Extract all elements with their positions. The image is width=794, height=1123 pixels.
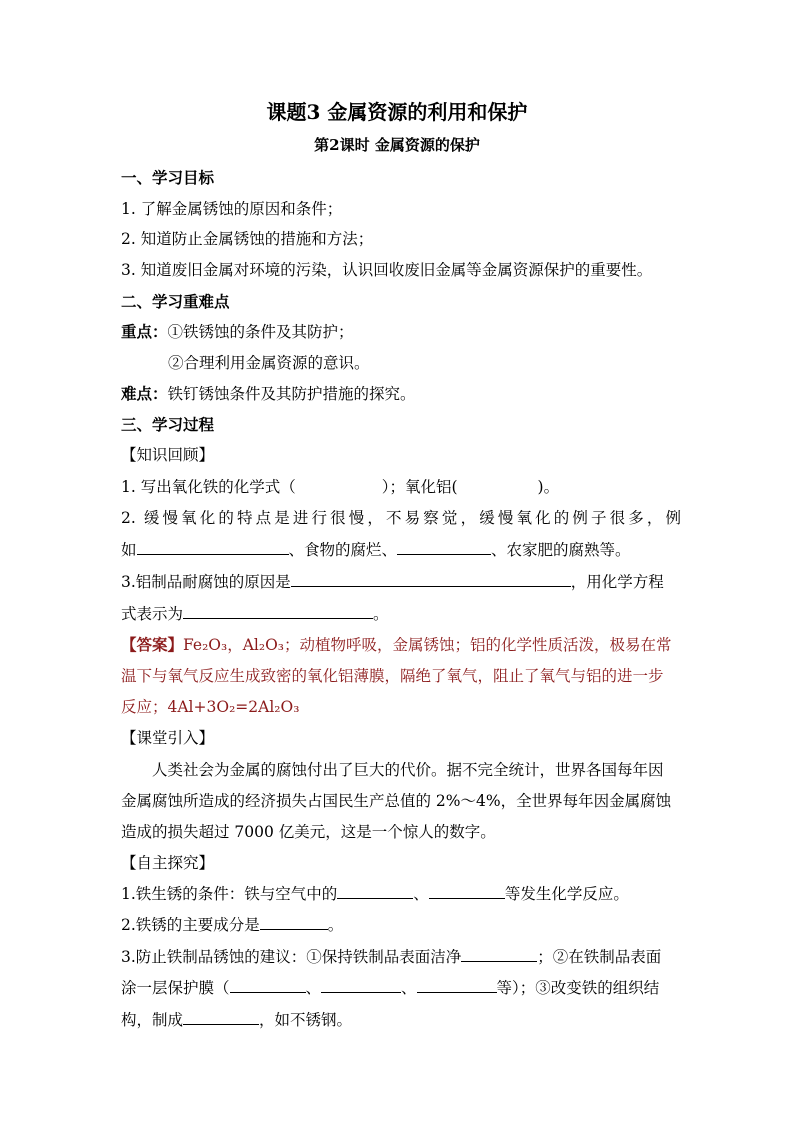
e3-blank-5: [183, 1009, 259, 1026]
answer-label: 【答案】: [121, 635, 184, 654]
q2-blank-2: [397, 539, 491, 556]
page-subtitle: 第2课时 金属资源的保护: [314, 136, 480, 154]
e3-text-f: 等）；③改变铁的组织结: [496, 979, 660, 997]
q2-text-b: 、食物的腐烂、: [288, 541, 398, 559]
e2-text-b: 。: [327, 916, 344, 934]
intro-line-2: 金属腐蚀所造成的经济损失占国民生产总值的 2%～4%，全世界每年因金属腐蚀: [121, 792, 672, 810]
q2-text-c: 、农家肥的腐熟等。: [491, 541, 631, 559]
q3-blank-1: [291, 571, 571, 588]
difficulty-line: [121, 382, 681, 404]
difficulty-text: 铁钉锈蚀条件及其防护措施的探究。: [167, 385, 416, 403]
e3-text-d: 、: [305, 979, 322, 997]
e1-text-c: 等发生化学反应。: [504, 885, 629, 903]
e3-blank-4: [417, 977, 497, 994]
e3-blank-3: [321, 977, 401, 994]
answer-line-3: 反应；4Al+3O₂=2Al₂O₃: [121, 698, 300, 716]
section-goals-heading: 一、学习目标: [121, 168, 215, 187]
q3-line-1: [121, 570, 681, 592]
e3-text-c: 涂一层保护膜（: [121, 979, 230, 997]
e3-text-a: 3.防止铁制品锈蚀的建议：①保持铁制品表面洁净: [121, 948, 462, 966]
q3-blank-2: [183, 603, 373, 620]
e2-blank: [260, 914, 328, 931]
q1-text-c: )。: [537, 478, 560, 496]
goal-item: 3. 知道废旧金属对环境的污染，认识回收废旧金属等金属资源保护的重要性。: [121, 261, 653, 279]
key-point-2: ②合理利用金属资源的意识。: [168, 354, 370, 372]
intro-line-3: 造成的损失超过 7000 亿美元，这是一个惊人的数字。: [121, 823, 496, 841]
q1-text-b: ）；氧化铝(: [381, 478, 458, 496]
q3-text-d: 。: [373, 605, 389, 623]
q2-line-1: 2. 缓慢氧化的特点是进行很慢，不易察觉，缓慢氧化的例子很多，例: [121, 509, 681, 527]
e1-text-a: 1.铁生锈的条件：铁与空气中的: [121, 885, 338, 903]
q3-text-c: 式表示为: [121, 605, 184, 623]
question-1: [121, 475, 681, 497]
intro-label: 【课堂引入】: [121, 729, 215, 747]
answer-text-1: Fe₂O₃，Al₂O₃；动植物呼吸，金属锈蚀；铝的化学性质活泼，极易在常: [183, 636, 672, 654]
answer-line-1: [121, 633, 681, 655]
e1-blank-2: [429, 883, 505, 900]
q2-blank-1: [137, 539, 289, 556]
explore-label: 【自主探究】: [121, 854, 215, 872]
e1-text-b: 、: [413, 885, 429, 903]
goal-item: 1. 了解金属锈蚀的原因和条件；: [121, 200, 343, 218]
key-point-1: ①铁锈蚀的条件及其防护；: [167, 323, 354, 341]
key-point-line: [121, 320, 681, 342]
q3-text-a: 3.铝制品耐腐蚀的原因是: [121, 573, 291, 591]
answer-line-2: 温下与氧气反应生成致密的氧化铝薄膜，隔绝了氧气，阻止了氧气与铝的进一步: [121, 667, 664, 685]
e3-text-b: ；②在铁制品表面: [537, 948, 662, 966]
key-label: 重点：: [121, 322, 168, 341]
review-label: 【知识回顾】: [121, 446, 215, 464]
e3-text-g: 构，制成: [121, 1011, 184, 1029]
e3-text-h: ，如不锈钢。: [259, 1011, 353, 1029]
q2-line-2: [121, 538, 681, 560]
e1-blank-1: [337, 883, 413, 900]
q3-line-2: [121, 602, 681, 624]
intro-line-1: 人类社会为金属的腐蚀付出了巨大的代价。据不完全统计，世界各国每年因: [152, 761, 664, 779]
q3-text-b: ，用化学方程: [570, 573, 664, 591]
e2-text-a: 2.铁锈的主要成分是: [121, 916, 260, 934]
explore-question-3-line-2: [121, 976, 681, 998]
section-process-heading: 三、学习过程: [121, 415, 215, 434]
page-title: 课题3 金属资源的利用和保护: [266, 100, 528, 124]
q2-text-a: 如: [121, 541, 137, 559]
e3-text-e: 、: [401, 979, 417, 997]
e3-blank-1: [461, 946, 537, 963]
e3-blank-2: [230, 977, 306, 994]
explore-question-2: [121, 913, 681, 935]
section-keypoints-heading: 二、学习重难点: [121, 292, 230, 311]
q1-text-a: 1. 写出氧化铁的化学式（: [121, 478, 296, 496]
explore-question-1: [121, 882, 681, 904]
explore-question-3-line-1: [121, 945, 681, 967]
goal-item: 2. 知道防止金属锈蚀的措施和方法；: [121, 230, 374, 248]
difficulty-label: 难点：: [121, 384, 168, 403]
explore-question-3-line-3: [121, 1008, 681, 1030]
